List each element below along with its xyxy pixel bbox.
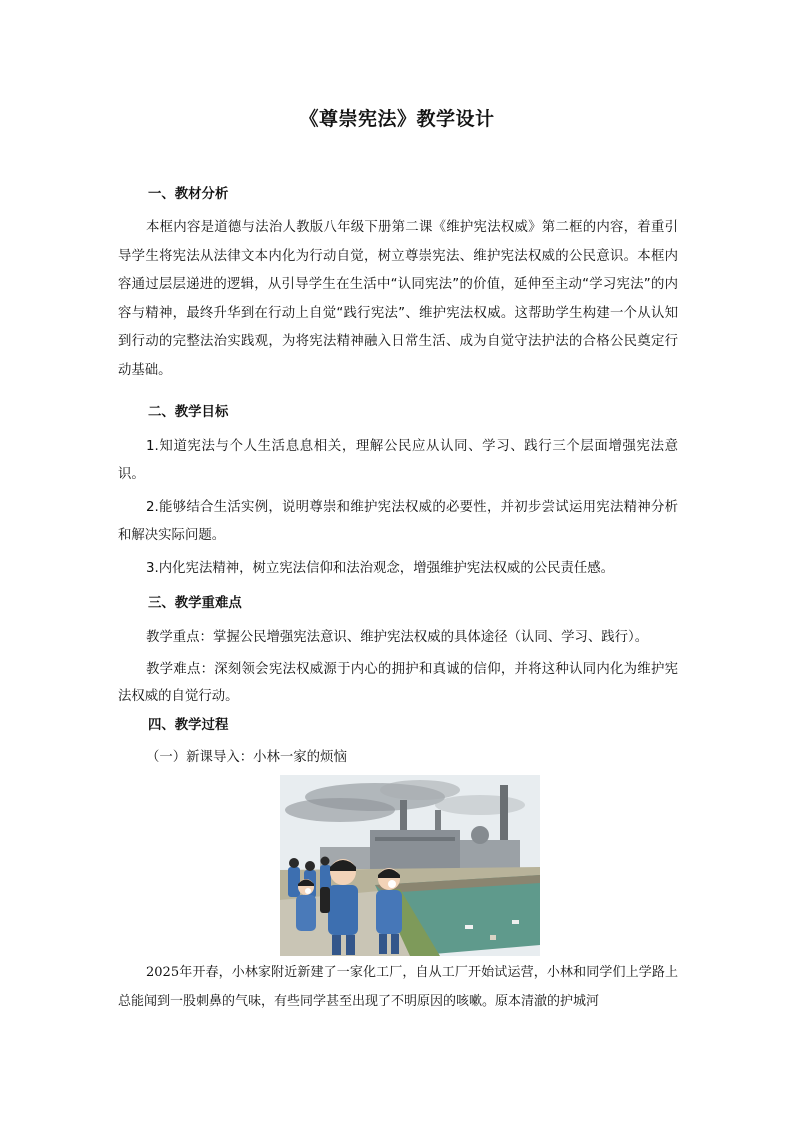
subsection-heading: （一）新课导入：小林一家的烦恼	[146, 750, 347, 765]
section-heading: 三、教学重难点	[148, 596, 242, 611]
section-2	[118, 403, 678, 583]
goal-item: 1.知道宪法与个人生活息息相关，理解公民应从认同、学习、践行三个层面增强宪法意识。	[118, 439, 678, 482]
section-heading: 二、教学目标	[148, 405, 229, 420]
key-point: 教学重点：掌握公民增强宪法意识、维护宪法权威的具体途径（认同、学习、践行）。	[146, 630, 649, 645]
section-4	[118, 716, 678, 768]
section-paragraph: 本框内容是道德与法治人教版八年级下册第二课《维护宪法权威》第二框的内容，着重引导学生将宪法从法律文本内化为行动自觉，树立尊崇宪法、维护宪法权威的公民意识。本框内容通过层层递进的逻辑，从引导学生在生活中“认同宪法”的价值，延伸至主动“学习宪法”的内容与精神，最终升华到在行动上自觉“践行宪法”、维护宪法权威。这帮助学生构建一个从认知到行动的完整法治实践观，为将宪法精神融入日常生活、成为自觉守法护法的合格公民奠定行动基础。	[118, 220, 678, 378]
section-1	[118, 185, 678, 385]
story-paragraph-block	[118, 958, 678, 1016]
goal-item: 3.内化宪法精神，树立宪法信仰和法治观念，增强维护宪法权威的公民责任感。	[146, 561, 615, 576]
story-paragraph: 2025年开春，小林家附近新建了一家化工厂，自从工厂开始试运营，小林和同学们上学路上总能闻到一股刺鼻的气味，有些同学甚至出现了不明原因的咳嗽。原本清澈的护城河	[118, 965, 678, 1009]
pollution-illustration	[280, 775, 540, 956]
section-heading: 一、教材分析	[148, 187, 229, 202]
document-title: 《尊崇宪法》教学设计	[299, 108, 495, 130]
goal-item: 2.能够结合生活实例，说明尊崇和维护宪法权威的必要性，并初步尝试运用宪法精神分析和解决实际问题。	[118, 500, 678, 543]
section-heading: 四、教学过程	[148, 718, 229, 733]
difficult-point: 教学难点：深刻领会宪法权威源于内心的拥护和真诚的信仰，并将这种认同内化为维护宪法权威的自觉行动。	[118, 661, 678, 704]
section-3	[118, 594, 678, 711]
